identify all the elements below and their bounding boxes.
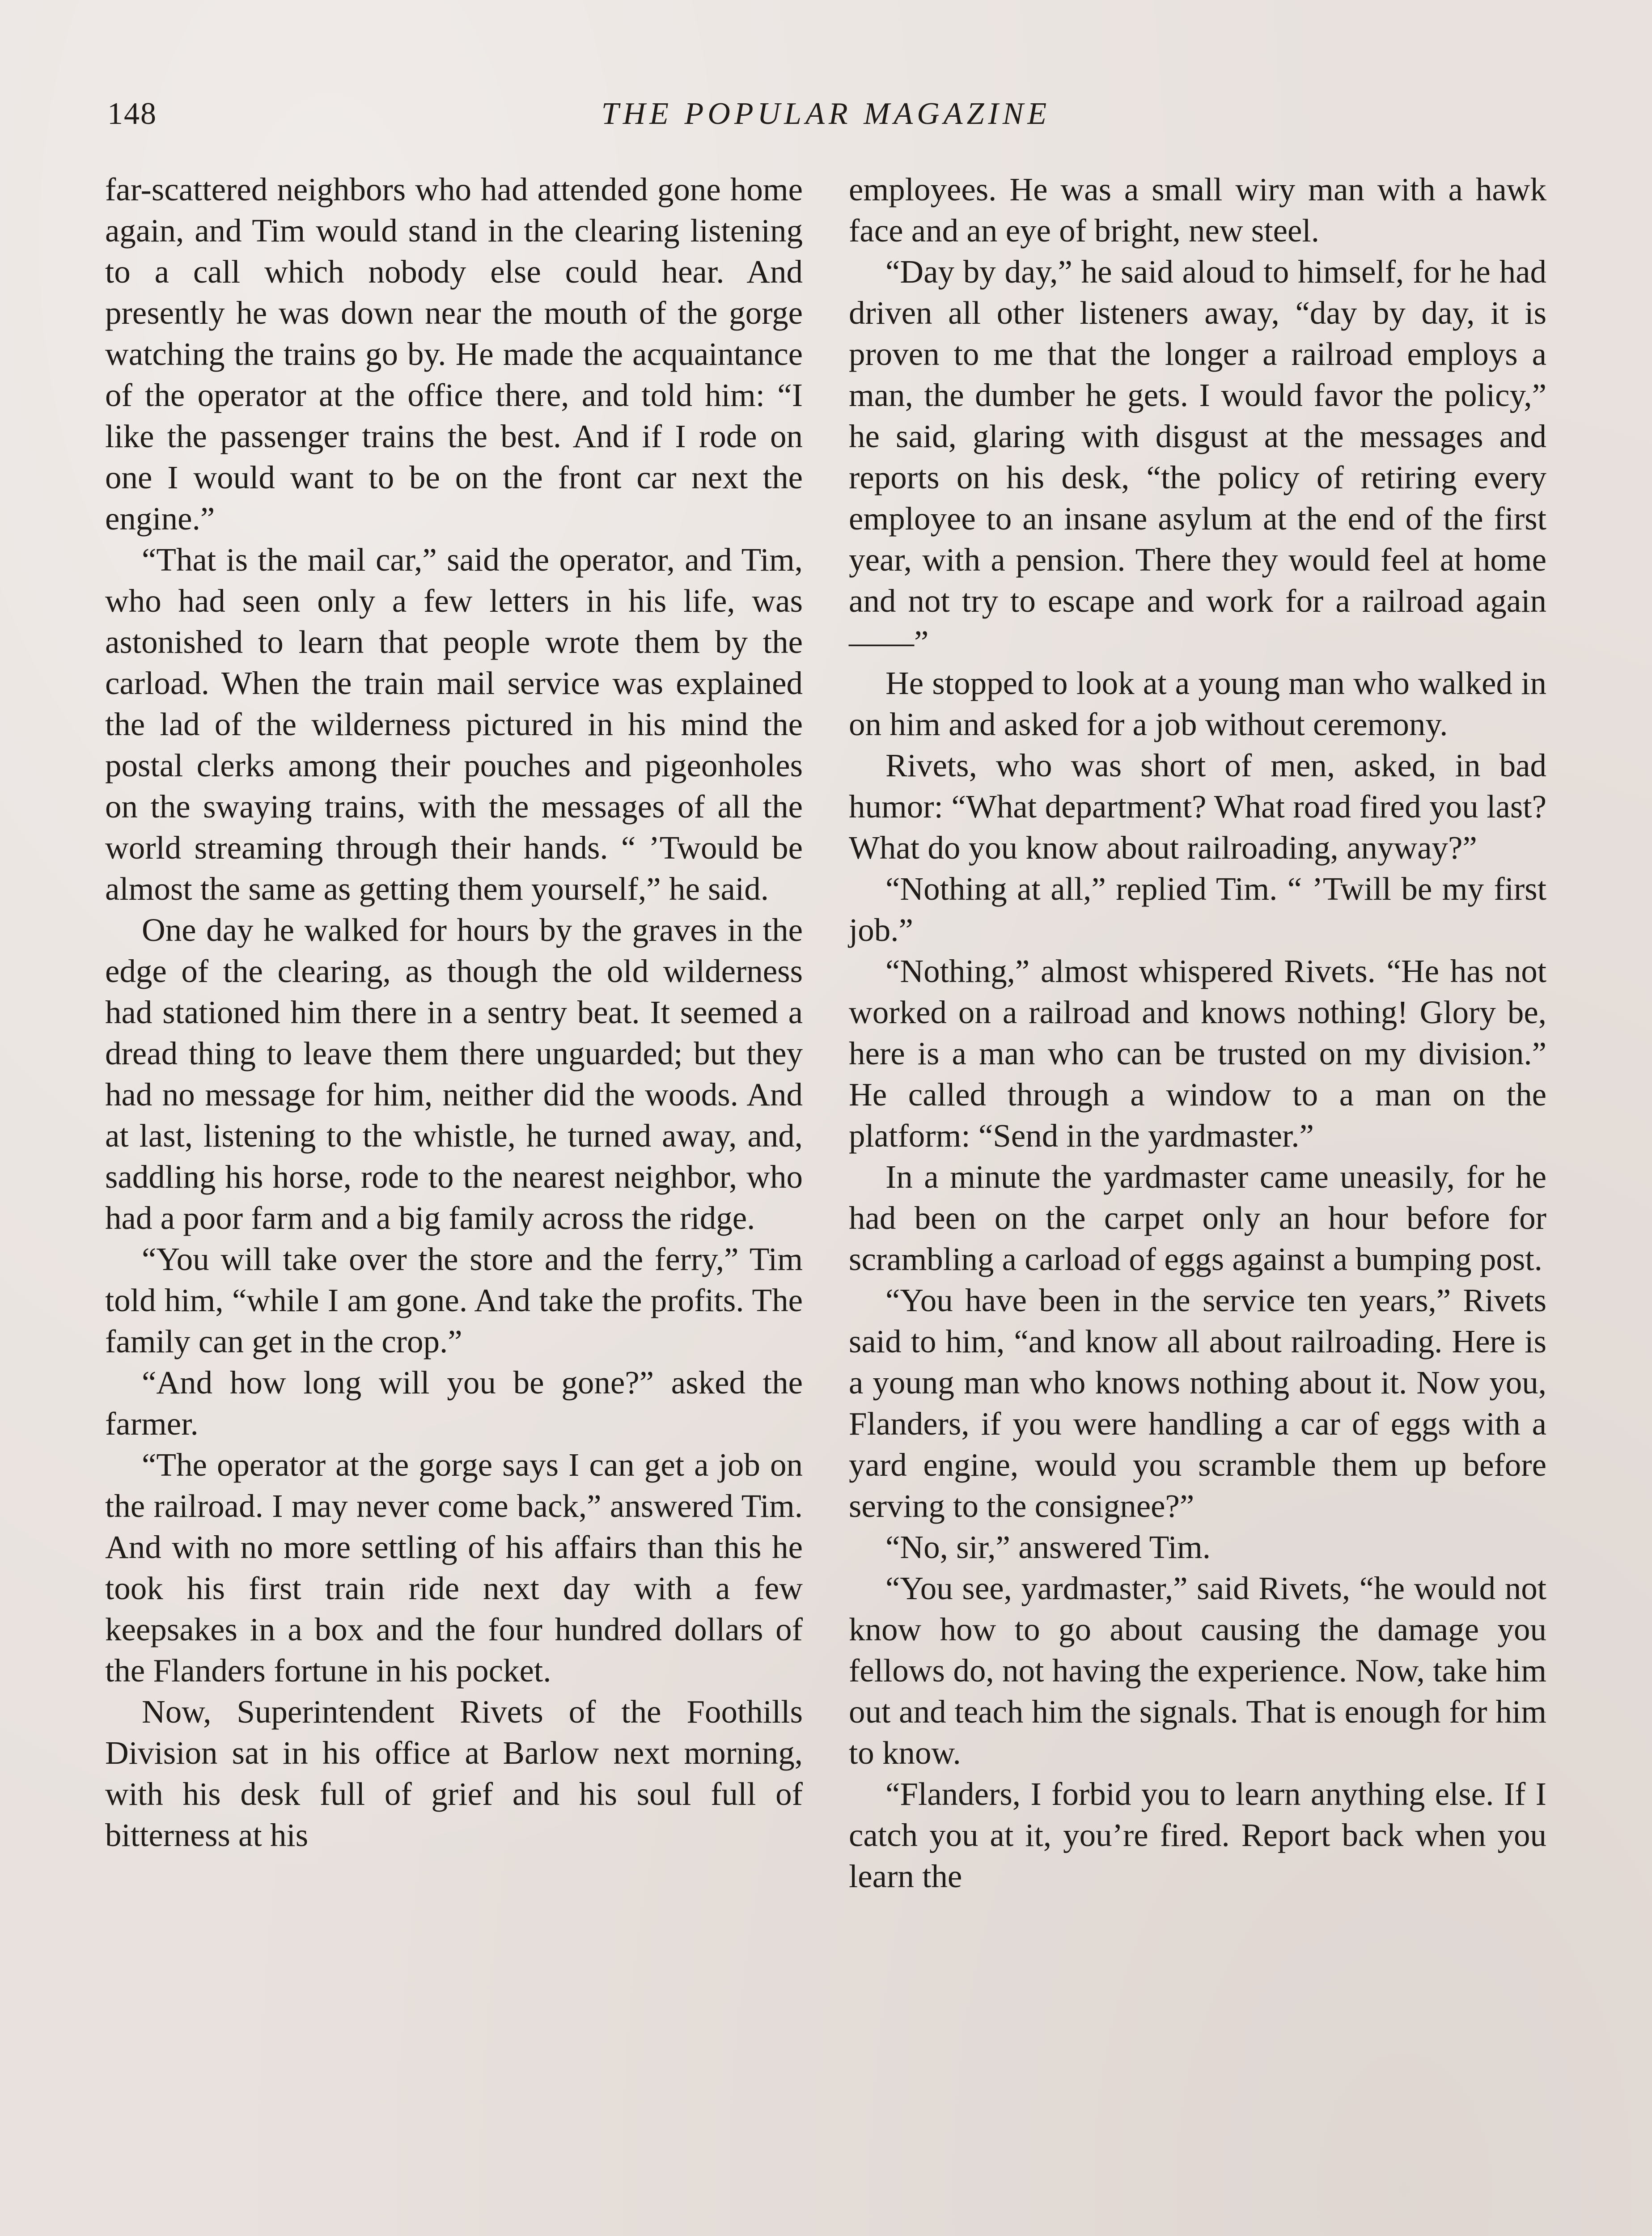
paragraph: “No, sir,” answered Tim.	[885, 1529, 1211, 1565]
right-column	[849, 169, 1546, 1897]
paragraph: “The operator at the gorge says I can get a job on the railroad. I may never come back,” answered Tim. And with no more settling of his affairs than this he took his first train ride next day with a few keepsakes in a box and the four hundred dollars of the Flanders fortune in his pocket.	[105, 1447, 803, 1689]
paragraph: employees. He was a small wiry man with a hawk face and an eye of bright, new steel.	[849, 171, 1546, 249]
paragraph: Rivets, who was short of men, asked, in bad humor: “What department? What road fired you last? What do you know about railroading, anyway?”	[849, 747, 1546, 866]
paragraph: One day he walked for hours by the graves in the edge of the clearing, as though the old wilderness had stationed him there in a sentry beat. It seemed a dread thing to leave them there unguarded; but they had no message for him, neither did the woods. And at last, listening to the whistle, he turned away, and, saddling his horse, rode to the nearest neighbor, who had a poor farm and a big family across the ridge.	[105, 912, 803, 1236]
paragraph: “And how long will you be gone?” asked the farmer.	[105, 1364, 803, 1442]
paragraph: “You have been in the service ten years,” Rivets said to him, “and know all about railroading. Here is a young man who knows nothing about it. Now you, Flanders, if you were handling a car of eggs with a yard engine, would you scramble them up before serving to the consignee?”	[849, 1282, 1546, 1524]
running-head	[107, 96, 1545, 136]
paragraph: He stopped to look at a young man who walked in on him and asked for a job without ceremony.	[849, 665, 1546, 742]
paragraph: “Nothing at all,” replied Tim. “ ’Twill be my first job.”	[849, 871, 1546, 948]
paragraph: “Flanders, I forbid you to learn anything else. If I catch you at it, you’re fired. Report back when you learn the	[849, 1776, 1546, 1894]
left-column	[105, 169, 803, 1856]
paragraph: Now, Superintendent Rivets of the Foothills Division sat in his office at Barlow next morning, with his desk full of grief and his soul full of bitterness at his	[105, 1694, 803, 1853]
paragraph: “You will take over the store and the ferry,” Tim told him, “while I am gone. And take the profits. The family can get in the crop.”	[105, 1241, 803, 1359]
paragraph: In a minute the yardmaster came uneasily, for he had been on the carpet only an hour before for scrambling a carload of eggs against a bumping post.	[849, 1159, 1546, 1277]
paragraph: “That is the mail car,” said the operator, and Tim, who had seen only a few letters in his life, was astonished to learn that people wrote them by the carload. When the train mail service was explained the lad of the wilderness pictured in his mind the postal clerks among their pouches and pigeonholes on the swaying trains, with the messages of all the world streaming through their hands. “ ’Twould be almost the same as getting them yourself,” he said.	[105, 542, 803, 907]
paragraph: “Day by day,” he said aloud to himself, for he had driven all other listeners away, “day by day, it is proven to me that the longer a railroad employs a man, the dumber he gets. I would favor the policy,” he said, glaring with disgust at the messages and reports on his desk, “the policy of retiring every employee to an insane asylum at the end of the first year, with a pension. There they would feel at home and not try to escape and work for a railroad again——”	[849, 254, 1546, 660]
page-number: 148	[107, 97, 157, 131]
paragraph: “Nothing,” almost whispered Rivets. “He has not worked on a railroad and knows nothing! Glory be, here is a man who can be trusted on my division.” He called through a window to a man on the platform: “Send in the yardmaster.”	[849, 953, 1546, 1154]
magazine-title: THE POPULAR MAGAZINE	[601, 97, 1051, 131]
paragraph: “You see, yardmaster,” said Rivets, “he would not know how to go about causing the damage you fellows do, not having the experience. Now, take him out and teach him the signals. That is enough for him to know.	[849, 1570, 1546, 1771]
paragraph: far-scattered neighbors who had attended gone home again, and Tim would stand in the clearing listening to a call which nobody else could hear. And presently he was down near the mouth of the gorge watching the trains go by. He made the acquaintance of the operator at the office there, and told him: “I like the passenger trains the best. And if I rode on one I would want to be on the front car next the engine.”	[105, 171, 803, 537]
